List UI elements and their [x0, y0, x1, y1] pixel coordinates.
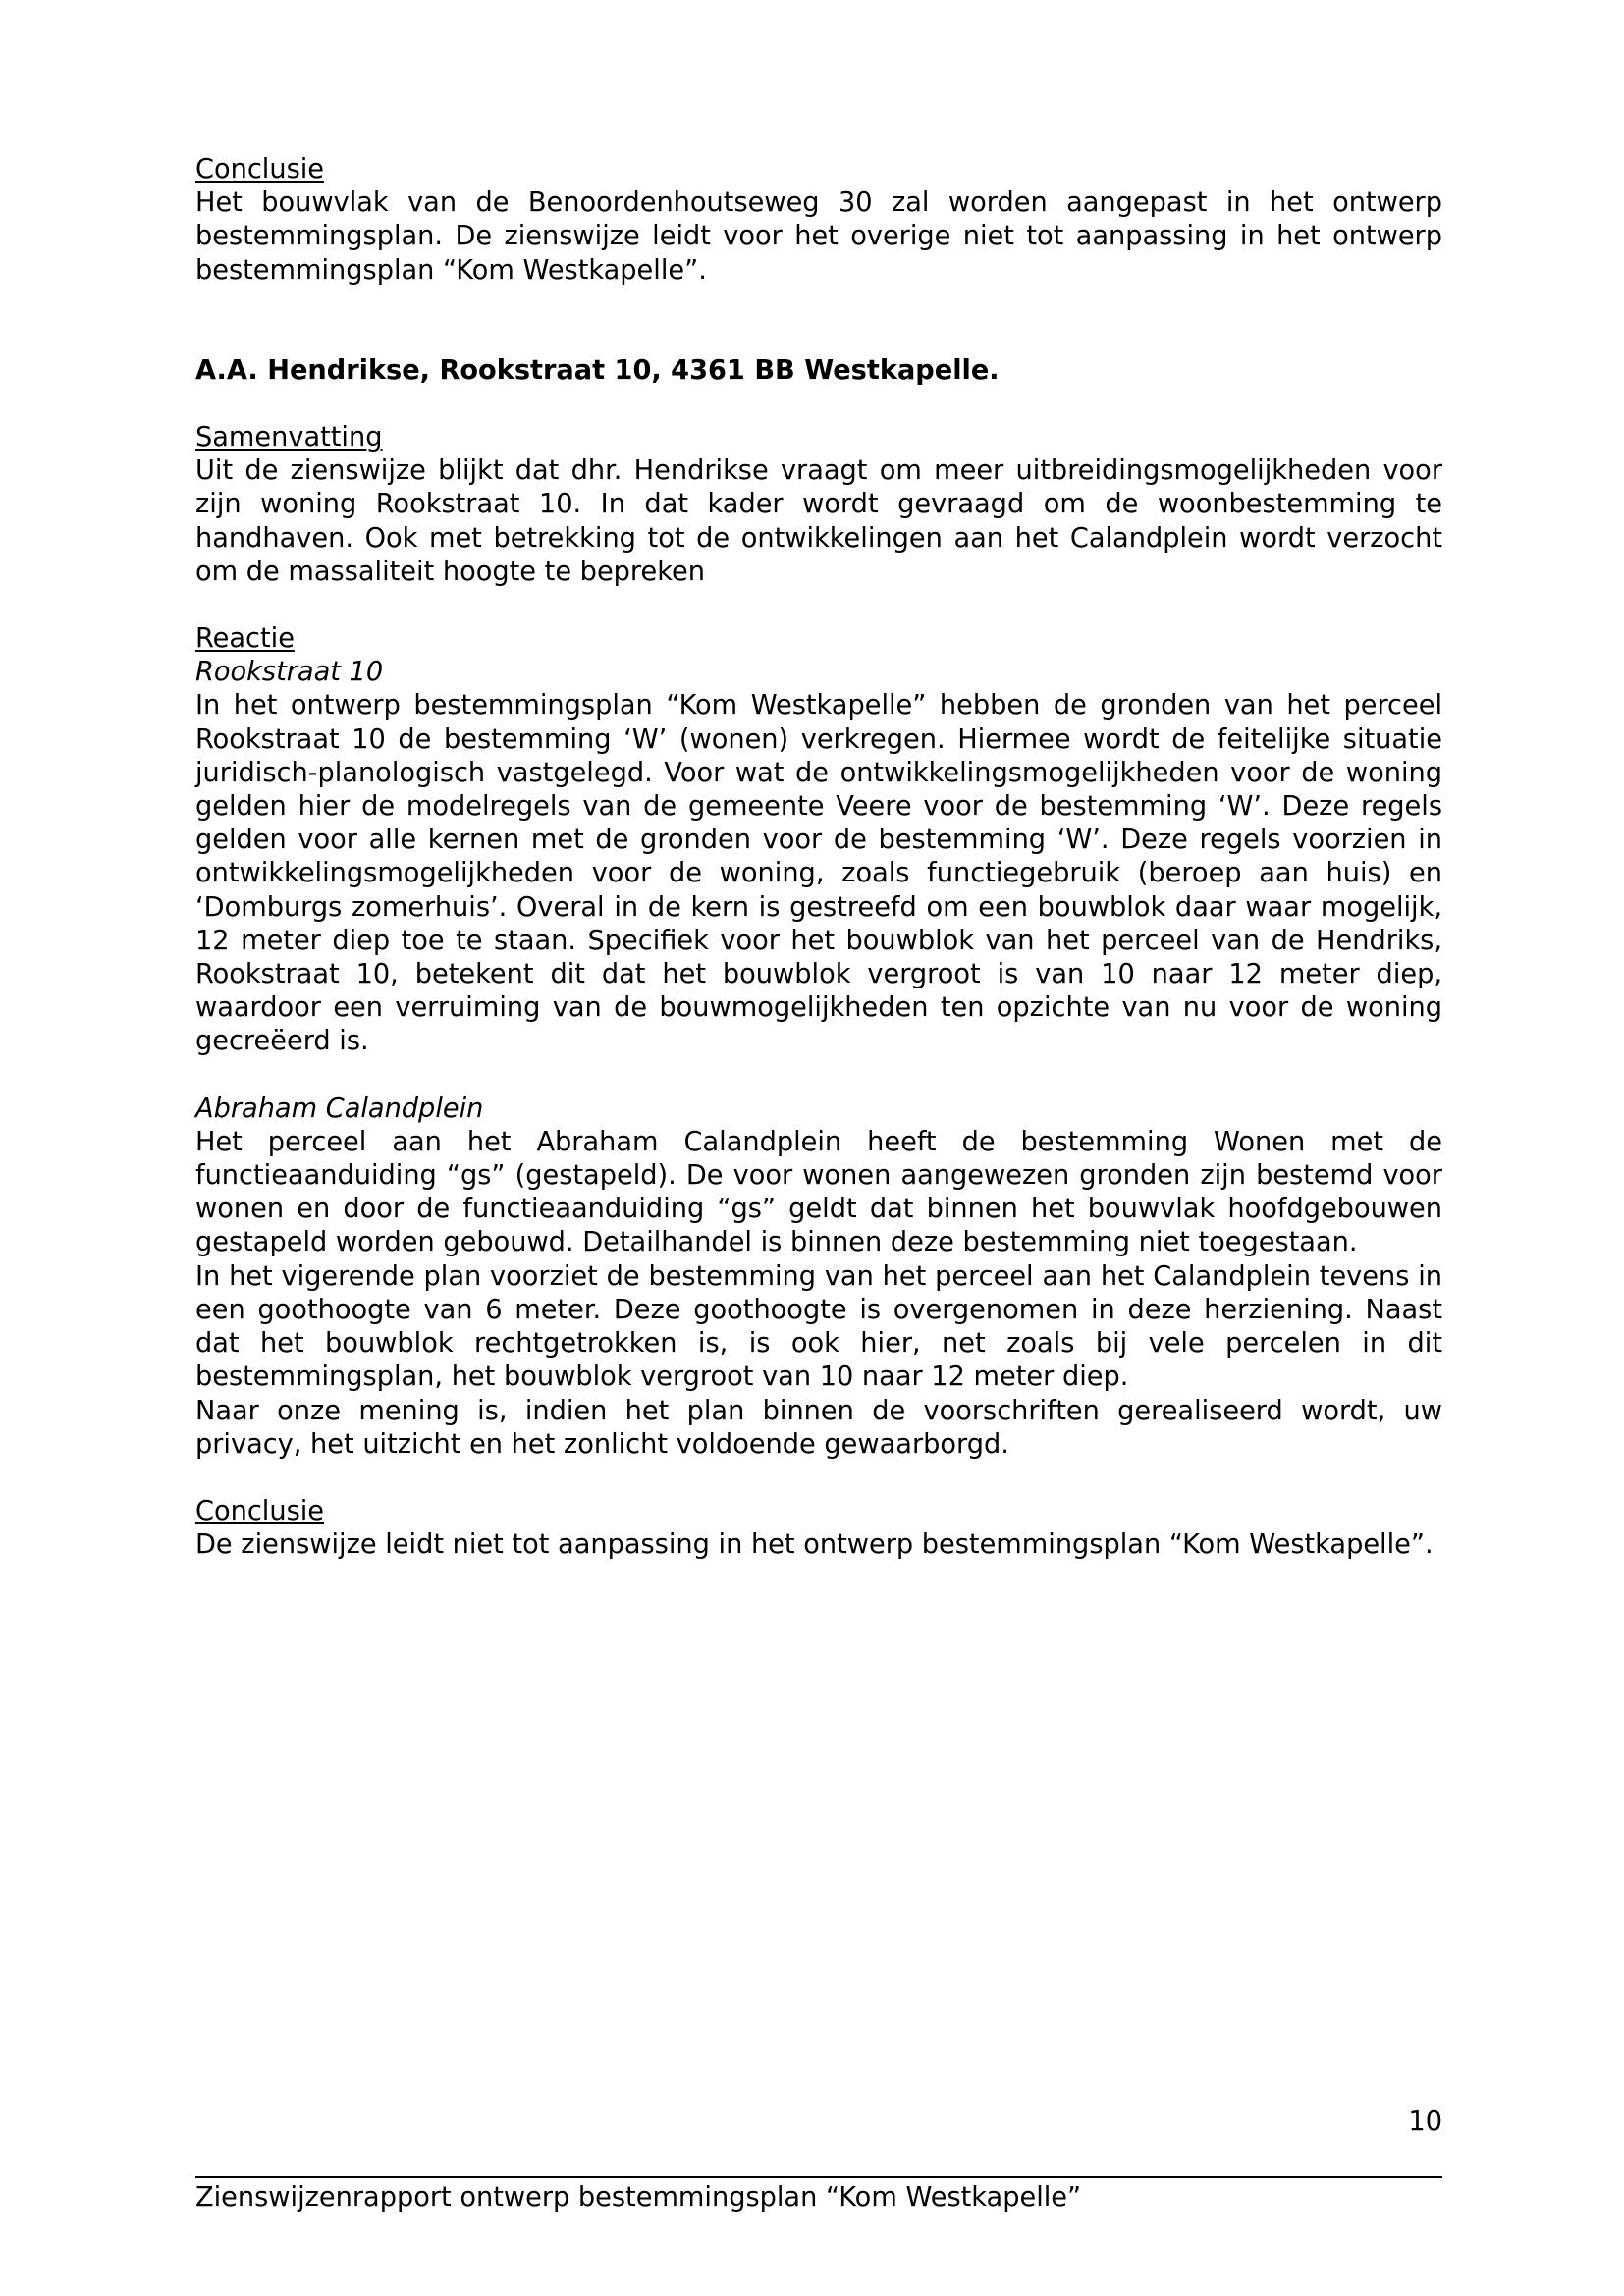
footer-document-title: Zienswijzenrapport ontwerp bestemmingsplan “Kom Westkapelle”	[195, 2182, 1082, 2213]
conclusion-heading: Conclusie	[195, 1495, 325, 1526]
summary-text: Uit de zienswijze blijkt dat dhr. Hendrikse vraagt om meer uitbreidingsmogelijkheden voor zijn woning Rookstraat 10. In dat kader wordt gevraagd om de woonbestemming te handhaven. Ook met betrekking tot de ontwikkelingen aan het Calandplein wordt verzocht om de massaliteit hoogte te bepreken	[195, 455, 1442, 587]
reaction-heading: Reactie	[195, 623, 295, 655]
calandplein-subheading: Abraham Calandplein	[195, 1093, 484, 1124]
document-body	[195, 153, 1442, 1562]
calandplein-paragraph-1: Het perceel aan het Abraham Calandplein heeft de bestemming Wonen met de functieaanduiding “gs” (gestapeld). De voor wonen aangewezen gronden zijn bestemd voor wonen en door de functieaanduiding “gs” geldt dat binnen het bouwvlak hoofdgebouwen gestapeld worden gebouwd. Detailhandel is binnen deze bestemming niet toegestaan.	[195, 1126, 1442, 1258]
footer-divider	[195, 2176, 1442, 2178]
calandplein-paragraph-3: Naar onze mening is, indien het plan binnen de voorschriften gerealiseerd wordt, uw privacy, het uitzicht en het zonlicht voldoende gewaarborgd.	[195, 1395, 1442, 1460]
rookstraat-text: In het ontwerp bestemmingsplan “Kom Westkapelle” hebben de gronden van het perceel Rookstraat 10 de bestemming ‘W’ (wonen) verkregen. Hiermee wordt de feitelijke situatie juridisch-planologisch vastgelegd. Voor wat de ontwikkelingsmogelijkheden voor de woning gelden hier de modelregels van de gemeente Veere voor de bestemming ‘W’. Deze regels gelden voor alle kernen met de gronden voor de bestemming ‘W’. Deze regels voorzien in ontwikkelingsmogelijkheden voor de woning, zoals functiegebruik (beroep aan huis) en ‘Domburgs zomerhuis’. Overal in de kern is gestreefd om een bouwblok daar waar mogelijk, 12 meter diep toe te staan. Specifiek voor het bouwblok van het perceel van de Hendriks, Rookstraat 10, betekent dit dat het bouwblok vergroot is van 10 naar 12 meter diep, waardoor een verruiming van de bouwmogelijkheden ten opzichte van nu voor de woning gecreëerd is.	[195, 690, 1442, 1057]
conclusion-text: De zienswijze leidt niet tot aanpassing in het ontwerp bestemmingsplan “Kom Westkapelle”.	[195, 1529, 1434, 1561]
page-number: 10	[1408, 2107, 1442, 2137]
calandplein-paragraph-2: In het vigerende plan voorziet de bestemming van het perceel aan het Calandplein tevens in een goothoogte van 6 meter. Deze goothoogte is overgenomen in deze herziening. Naast dat het bouwblok rechtgetrokken is, is ook hier, net zoals bij vele percelen in dit bestemmingsplan, het bouwblok vergroot van 10 naar 12 meter diep.	[195, 1260, 1442, 1393]
rookstraat-subheading: Rookstraat 10	[195, 657, 384, 688]
summary-heading: Samenvatting	[195, 422, 383, 454]
submitter-title: A.A. Hendrikse, Rookstraat 10, 4361 BB Westkapelle.	[195, 354, 1000, 386]
previous-conclusion-heading: Conclusie	[195, 154, 325, 185]
previous-conclusion-text: Het bouwvlak van de Benoordenhoutseweg 30 zal worden aangepast in het ontwerp bestemmingsplan. De zienswijze leidt voor het overige niet tot aanpassing in het ontwerp bestemmingsplan “Kom Westkapelle”.	[195, 187, 1442, 286]
